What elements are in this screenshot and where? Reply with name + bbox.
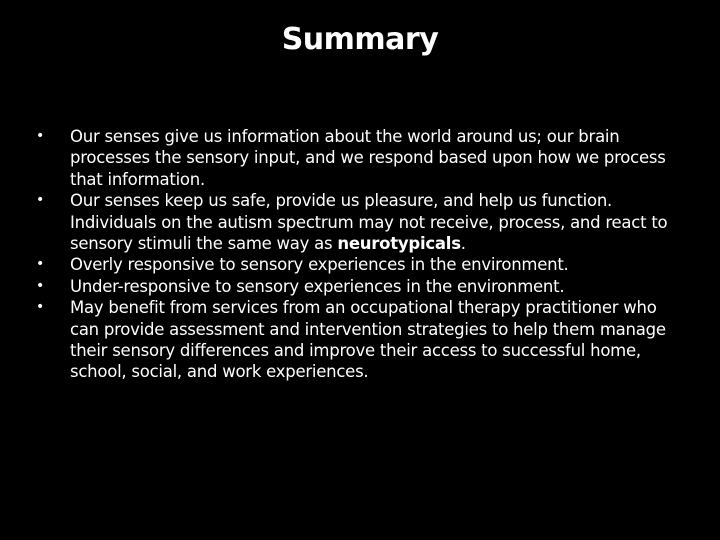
bullet-text: Overly responsive to sensory experiences in the environment. (70, 255, 569, 275)
bullet-item (36, 126, 686, 190)
bullet-dot-icon: • (36, 128, 45, 144)
bullet-item (36, 254, 686, 275)
bold-term: neurotypicals (337, 234, 461, 254)
bullet-text: Under-responsive to sensory experiences in the environment. (70, 276, 565, 296)
bullet-item (36, 276, 686, 297)
bullet-item (36, 190, 686, 254)
slide-title: Summary (281, 22, 439, 57)
bullet-text: Our senses give us information about the world around us; our brain processes the sensory input, and we respond based upon how we process that information. (70, 127, 666, 189)
bullet-dot-icon: • (36, 277, 45, 294)
bullet-text: Our senses keep us safe, provide us pleasure, and help us function. Individuals on the autism spectrum may not receive, process, and react to sensory stimuli the same way as (70, 191, 668, 254)
bullet-dot-icon: • (36, 192, 45, 209)
bullet-text: May benefit from services from an occupational therapy practitioner who can provide assessment and intervention strategies to help them manage their sensory differences and improve their access to successful home, school, social, and work experiences. (70, 298, 666, 382)
bullet-list (36, 126, 686, 383)
bullet-dot-icon: • (36, 299, 45, 316)
bullet-item (36, 297, 686, 383)
bullet-dot-icon: • (36, 256, 45, 273)
bullet-text-end: . (460, 234, 466, 254)
